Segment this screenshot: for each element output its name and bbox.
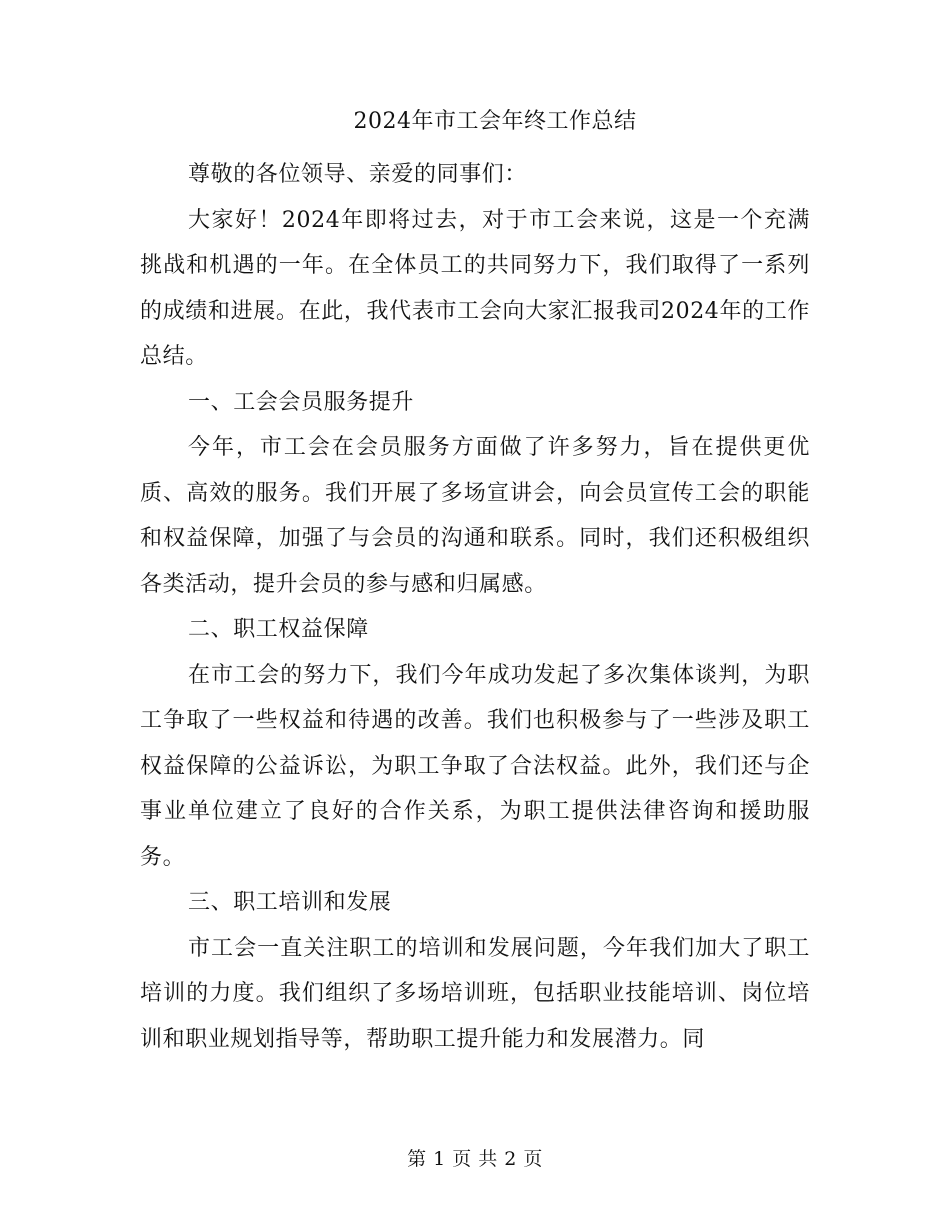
- document-title: 2024年市工会年终工作总结: [353, 109, 637, 134]
- section-body-3: 市工会一直关注职工的培训和发展问题，今年我们加大了职工培训的力度。我们组织了多场培训班，包括职业技能培训、岗位培训和职业规划指导等，帮助职工提升能力和发展潜力。同: [140, 935, 810, 1052]
- section-heading-3: 三、职工培训和发展: [188, 890, 392, 915]
- section-body-1: 今年，市工会在会员服务方面做了许多努力，旨在提供更优质、高效的服务。我们开展了多场宣讲会，向会员宣传工会的职能和权益保障，加强了与会员的沟通和联系。同时，我们还积极组织各类活动，提升会员的参与感和归属感。: [140, 435, 810, 597]
- section-heading-1: 一、工会会员服务提升: [188, 389, 415, 415]
- page-footer: [0, 1144, 950, 1174]
- page-number: 第 1 页 共 2 页: [407, 1148, 543, 1170]
- section-body-2: 在市工会的努力下，我们今年成功发起了多次集体谈判，为职工争取了一些权益和待遇的改善。我们也积极参与了一些涉及职工权益保障的公益诉讼，为职工争取了合法权益。此外，我们还与企事业单位建立了良好的合作关系，为职工提供法律咨询和援助服务。: [140, 662, 810, 870]
- section-heading-2: 二、职工权益保障: [188, 617, 369, 642]
- salutation: 尊敬的各位领导、亲爱的同事们：: [188, 162, 528, 187]
- intro-paragraph: 大家好！2024年即将过去，对于市工会来说，这是一个充满挑战和机遇的一年。在全体员工的共同努力下，我们取得了一系列的成绩和进展。在此，我代表市工会向大家汇报我司2024年的工作总结。: [140, 207, 810, 369]
- document-body: [140, 152, 810, 1062]
